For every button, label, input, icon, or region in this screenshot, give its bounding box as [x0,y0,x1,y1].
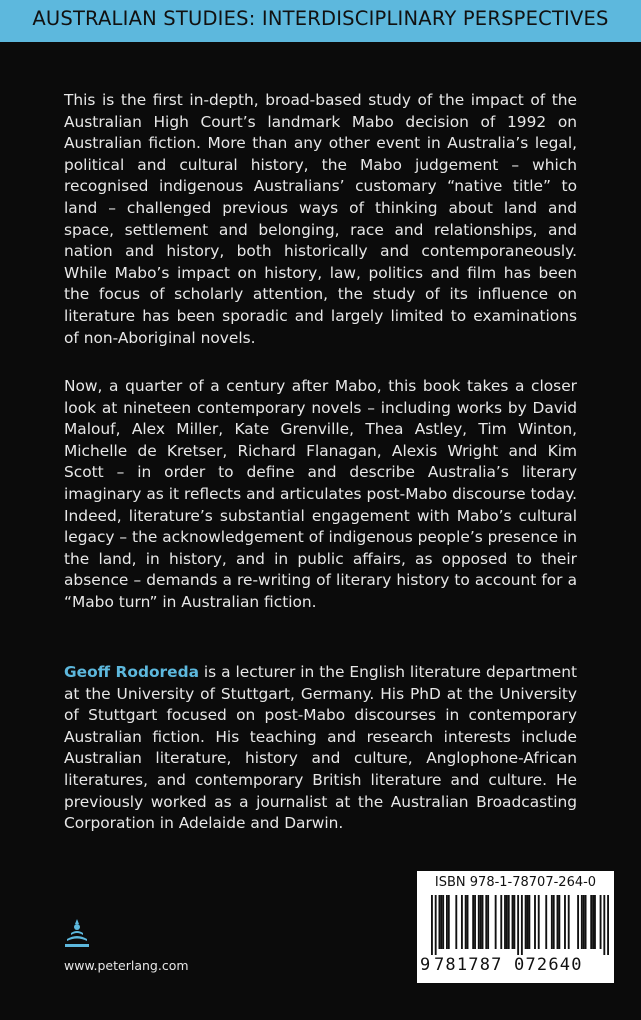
barcode-bar [500,895,502,949]
barcode-bar [504,895,506,949]
barcode-bar [534,895,536,949]
barcode-bar [472,895,474,949]
barcode-bar [521,895,523,955]
author-bio-text: is a lecturer in the English literature department at the University of Stuttgart, Germany. His PhD at the University of Stuttgart focused on post-Mabo discourses in contemporary Australian fiction. His teaching and research interests include Australian literature, history and culture, Anglophone-African literatures, and contemporary British literature and culture. He previously worked as a journalist at the Australian Broadcasting Corporation in Adelaide and Darwin. [64,663,577,833]
barcode-bar [583,895,585,949]
barcode-bar [485,895,487,949]
barcode-bar [545,895,547,949]
isbn-label: ISBN 978-1-78707-264-0 [434,875,597,890]
barcode-bar [513,895,515,949]
barcode-bar [438,895,440,949]
barcode-first-digit: 9 [420,955,431,975]
barcode-bar [551,895,553,949]
barcode-bar [528,895,530,949]
barcode-bar [527,895,529,949]
barcode-bar [512,895,514,949]
barcode-bar [431,895,433,955]
blurb-paragraph-2: Now, a quarter of a century after Mabo, this book takes a closer look at nineteen contemporary novels – including works by David Malouf, Alex Miller, Kate Grenville, Thea Astley, Tim Winton, Michelle de Kretser, Richard Flanagan, Alexis Wright and Kim Scott – in order to define and describe Australia’s literary imaginary as it reflects and articulates post-Mabo discourse today. Indeed, literature’s substantial engagement with Mabo’s cultural legacy – the acknowledgement of indigenous people’s presence in the land, in history, and in public affairs, as opposed to their absence – demands a re-writing of literary history to account for a “Mabo turn” in Australian fiction. [64,377,577,611]
barcode-bar [525,895,527,949]
barcode-bar [506,895,508,949]
series-title: AUSTRALIAN STUDIES: INTERDISCIPLINARY PERSPECTIVES [32,7,609,30]
peter-lang-logo-icon [62,918,92,950]
barcode-bar [435,895,437,955]
barcode-bar [558,895,560,949]
series-banner [0,0,641,42]
barcode-bar [568,895,570,949]
barcode-bar [442,895,444,949]
isbn-barcode [417,871,614,983]
barcode-bar [465,895,467,949]
barcode-bar [592,895,594,949]
barcode-bar [461,895,463,949]
barcode-bar [474,895,476,949]
barcode-digits: 781787 072640 [434,955,583,975]
barcode-bar [553,895,555,949]
barcode-bars [431,895,609,955]
author-name: Geoff Rodoreda [64,663,199,681]
barcode-bar [478,895,480,949]
barcode-bar [594,895,596,949]
barcode-bar [538,895,540,949]
barcode-bar [603,895,605,955]
barcode-bar [455,895,457,949]
barcode-bar [508,895,510,949]
author-bio [64,662,577,835]
barcode-bar [585,895,587,949]
publisher-url[interactable]: www.peterlang.com [64,958,189,973]
barcode-bar [590,895,592,949]
barcode-bar [487,895,489,949]
barcode-bar [600,895,602,949]
barcode-bar [607,895,609,955]
barcode-bar [448,895,450,949]
blurb-paragraph-1: This is the first in-depth, broad-based study of the impact of the Australian High Court’s landmark Mabo decision of 1992 on Australian fiction. More than any other event in Australia’s legal, political and cultural history, the Mabo judgement – which recognised indigenous Australians’ customary “native title” to land – challenged previous ways of thinking about land and space, settlement and belonging, race and relationships, and nation and history, both historically and contemporaneously. While Mabo’s impact on history, law, politics and film has been the focus of scholarly attention, the study of its influence on literature has been sporadic and largely limited to examinations of non-Aboriginal novels. [64,91,577,347]
barcode-bar [440,895,442,949]
barcode-bar [495,895,497,949]
barcode-bar [557,895,559,949]
barcode-bar [581,895,583,949]
barcode-bar [467,895,469,949]
barcode-bar [482,895,484,949]
barcode-bar [564,895,566,949]
barcode-bar [517,895,519,955]
barcode-bar [480,895,482,949]
barcode-bar [446,895,448,949]
barcode-bar [577,895,579,949]
